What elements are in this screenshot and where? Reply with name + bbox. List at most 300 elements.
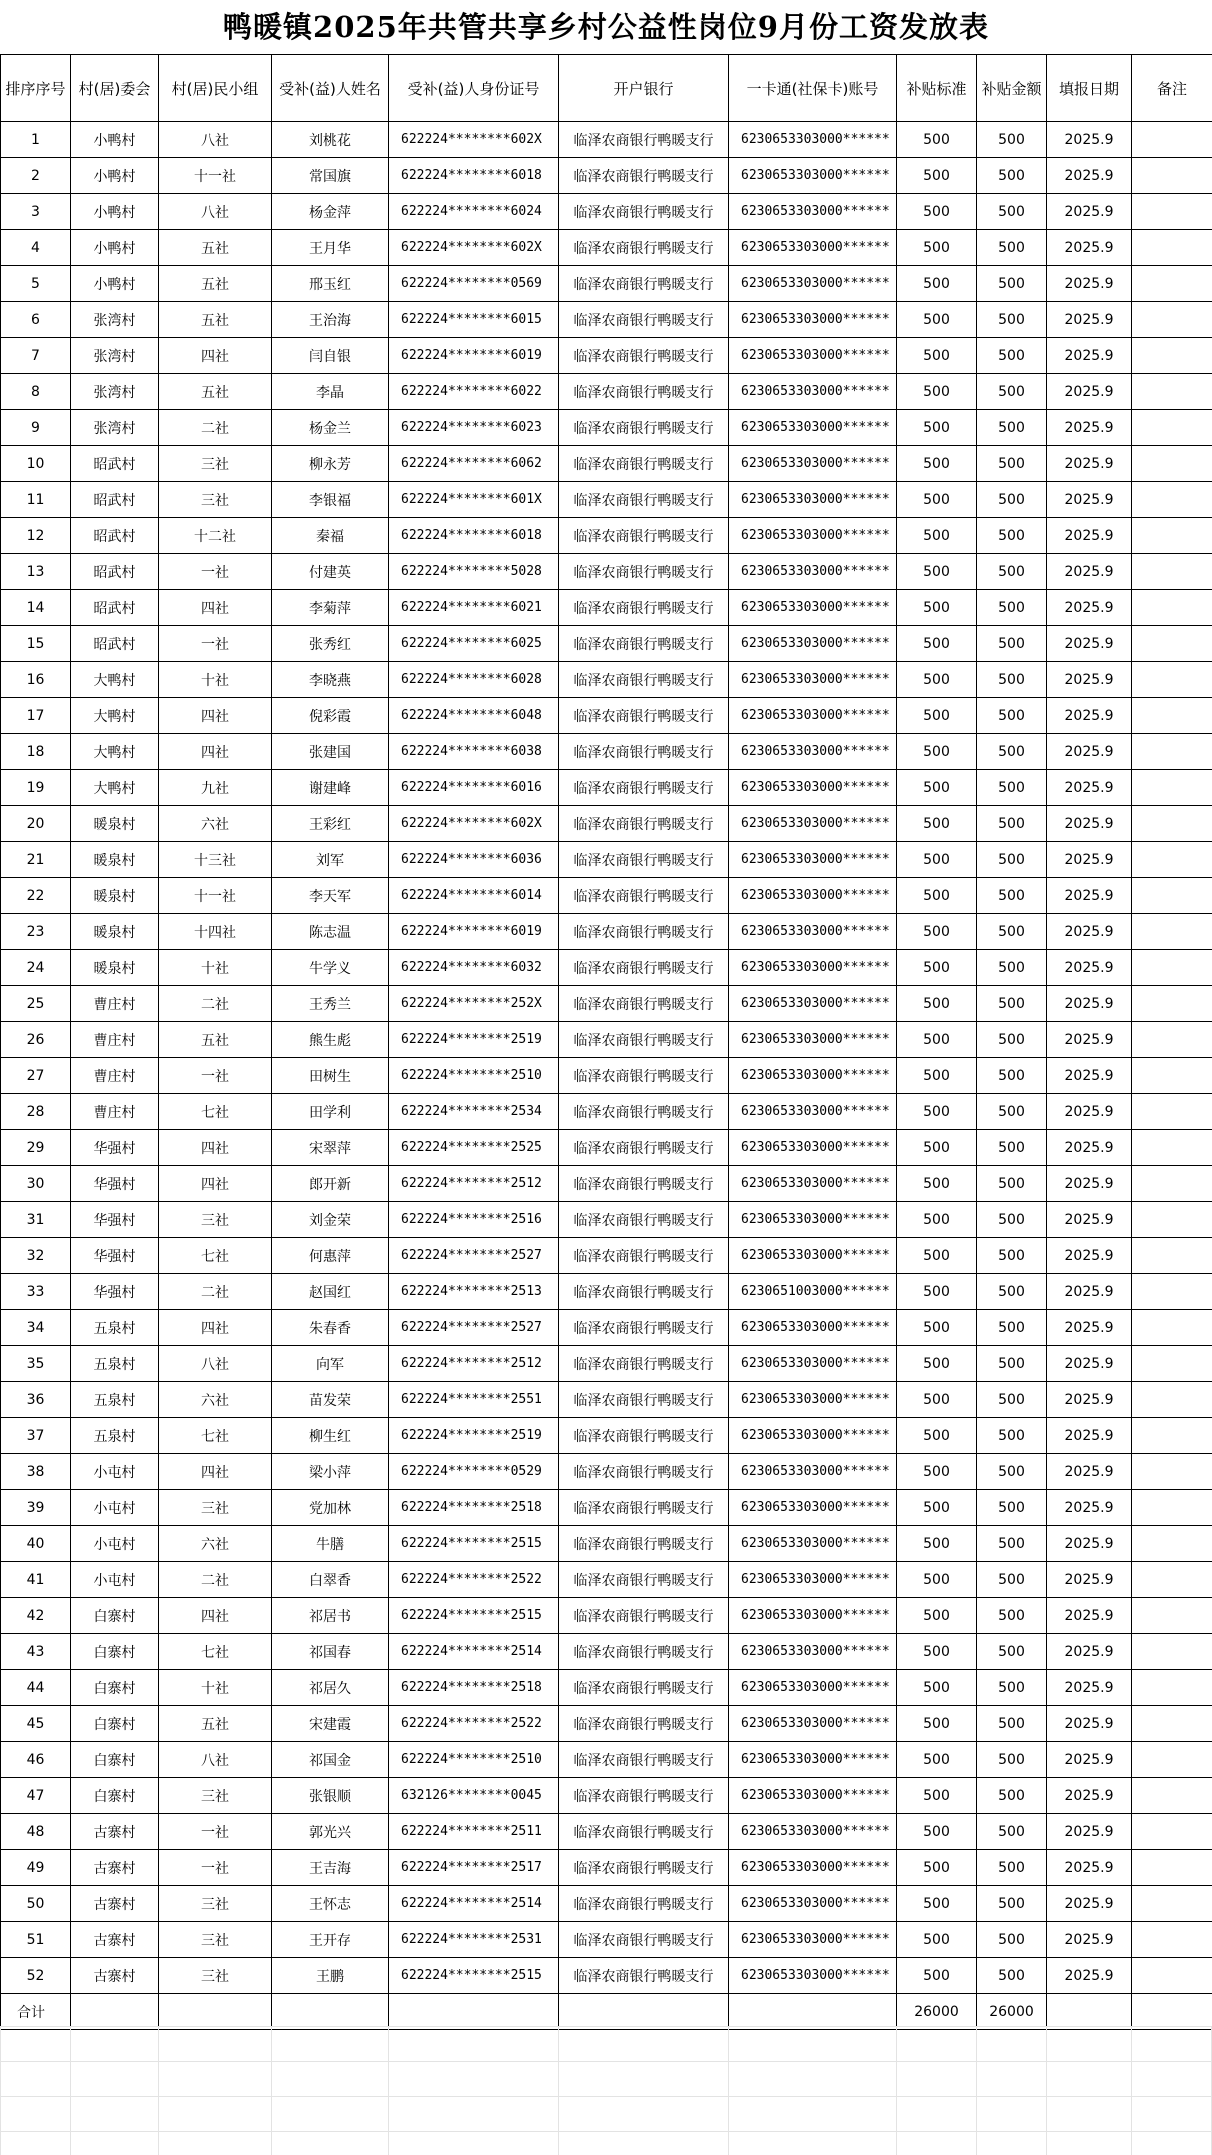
name-cell[interactable]: 李天军 <box>272 878 389 914</box>
bank-cell[interactable]: 临泽农商银行鸭暖支行 <box>559 986 729 1022</box>
committee-cell[interactable]: 五泉村 <box>71 1382 159 1418</box>
standard-cell[interactable]: 500 <box>897 1922 977 1958</box>
note-cell[interactable] <box>1132 1310 1212 1346</box>
group-cell[interactable]: 六社 <box>159 1382 272 1418</box>
standard-cell[interactable]: 500 <box>897 950 977 986</box>
name-cell[interactable]: 何惠萍 <box>272 1238 389 1274</box>
id-number-cell[interactable]: 622224********6015 <box>389 302 559 338</box>
standard-cell[interactable]: 500 <box>897 1202 977 1238</box>
bank-cell[interactable]: 临泽农商银行鸭暖支行 <box>559 950 729 986</box>
amount-cell[interactable]: 500 <box>977 374 1047 410</box>
name-cell[interactable]: 王彩红 <box>272 806 389 842</box>
name-cell[interactable]: 苗发荣 <box>272 1382 389 1418</box>
date-cell[interactable]: 2025.9 <box>1047 950 1132 986</box>
note-cell[interactable] <box>1132 1562 1212 1598</box>
group-cell[interactable]: 一社 <box>159 1058 272 1094</box>
bank-cell[interactable]: 临泽农商银行鸭暖支行 <box>559 410 729 446</box>
amount-cell[interactable]: 500 <box>977 1670 1047 1706</box>
name-cell[interactable]: 牛膳 <box>272 1526 389 1562</box>
seq-cell[interactable]: 49 <box>1 1850 71 1886</box>
bank-cell[interactable]: 临泽农商银行鸭暖支行 <box>559 518 729 554</box>
account-cell[interactable]: 6230653303000****** <box>729 1310 897 1346</box>
seq-cell[interactable]: 29 <box>1 1130 71 1166</box>
note-cell[interactable] <box>1132 266 1212 302</box>
date-cell[interactable]: 2025.9 <box>1047 1814 1132 1850</box>
id-number-cell[interactable]: 622224********2527 <box>389 1310 559 1346</box>
amount-cell[interactable]: 500 <box>977 1742 1047 1778</box>
seq-cell[interactable]: 19 <box>1 770 71 806</box>
standard-cell[interactable]: 500 <box>897 1562 977 1598</box>
name-cell[interactable]: 党加林 <box>272 1490 389 1526</box>
id-number-cell[interactable]: 622224********6032 <box>389 950 559 986</box>
seq-cell[interactable]: 46 <box>1 1742 71 1778</box>
id-number-cell[interactable]: 622224********2517 <box>389 1850 559 1886</box>
amount-cell[interactable]: 500 <box>977 878 1047 914</box>
bank-cell[interactable]: 临泽农商银行鸭暖支行 <box>559 122 729 158</box>
committee-cell[interactable]: 小鸭村 <box>71 158 159 194</box>
id-number-cell[interactable]: 622224********0569 <box>389 266 559 302</box>
committee-cell[interactable]: 小鸭村 <box>71 122 159 158</box>
id-number-cell[interactable]: 622224********2514 <box>389 1886 559 1922</box>
standard-cell[interactable]: 500 <box>897 626 977 662</box>
bank-cell[interactable]: 临泽农商银行鸭暖支行 <box>559 158 729 194</box>
account-cell[interactable]: 6230653303000****** <box>729 554 897 590</box>
committee-cell[interactable]: 小屯村 <box>71 1490 159 1526</box>
committee-cell[interactable]: 曹庄村 <box>71 1094 159 1130</box>
name-cell[interactable]: 柳生红 <box>272 1418 389 1454</box>
id-number-cell[interactable]: 622224********602X <box>389 122 559 158</box>
name-cell[interactable]: 郭光兴 <box>272 1814 389 1850</box>
seq-cell[interactable]: 37 <box>1 1418 71 1454</box>
table-cell[interactable] <box>559 1994 729 2030</box>
date-cell[interactable]: 2025.9 <box>1047 1346 1132 1382</box>
id-number-cell[interactable]: 622224********2522 <box>389 1562 559 1598</box>
note-cell[interactable] <box>1132 1022 1212 1058</box>
account-cell[interactable]: 6230653303000****** <box>729 1922 897 1958</box>
amount-cell[interactable]: 500 <box>977 1166 1047 1202</box>
note-cell[interactable] <box>1132 1238 1212 1274</box>
name-cell[interactable]: 祁居书 <box>272 1598 389 1634</box>
group-cell[interactable]: 一社 <box>159 554 272 590</box>
account-cell[interactable]: 6230653303000****** <box>729 1130 897 1166</box>
id-number-cell[interactable]: 622224********2511 <box>389 1814 559 1850</box>
committee-cell[interactable]: 古寨村 <box>71 1886 159 1922</box>
note-cell[interactable] <box>1132 518 1212 554</box>
note-cell[interactable] <box>1132 590 1212 626</box>
id-number-cell[interactable]: 622224********6038 <box>389 734 559 770</box>
account-cell[interactable]: 6230653303000****** <box>729 1778 897 1814</box>
note-cell[interactable] <box>1132 842 1212 878</box>
date-cell[interactable]: 2025.9 <box>1047 1058 1132 1094</box>
id-number-cell[interactable]: 622224********2515 <box>389 1598 559 1634</box>
seq-cell[interactable]: 51 <box>1 1922 71 1958</box>
committee-cell[interactable]: 曹庄村 <box>71 1058 159 1094</box>
group-cell[interactable]: 四社 <box>159 1598 272 1634</box>
note-cell[interactable] <box>1132 1058 1212 1094</box>
id-number-cell[interactable]: 622224********6028 <box>389 662 559 698</box>
committee-cell[interactable]: 大鸭村 <box>71 662 159 698</box>
standard-cell[interactable]: 500 <box>897 518 977 554</box>
seq-cell[interactable]: 18 <box>1 734 71 770</box>
id-number-cell[interactable]: 622224********602X <box>389 806 559 842</box>
date-cell[interactable]: 2025.9 <box>1047 122 1132 158</box>
note-cell[interactable] <box>1132 338 1212 374</box>
seq-cell[interactable]: 23 <box>1 914 71 950</box>
table-cell[interactable] <box>729 1994 897 2030</box>
group-cell[interactable]: 二社 <box>159 1562 272 1598</box>
name-cell[interactable]: 李晓燕 <box>272 662 389 698</box>
header-cell[interactable]: 受补(益)人身份证号 <box>389 55 559 122</box>
note-cell[interactable] <box>1132 1598 1212 1634</box>
name-cell[interactable]: 常国旗 <box>272 158 389 194</box>
standard-cell[interactable]: 500 <box>897 1310 977 1346</box>
group-cell[interactable]: 七社 <box>159 1418 272 1454</box>
note-cell[interactable] <box>1132 374 1212 410</box>
id-number-cell[interactable]: 622224********2515 <box>389 1526 559 1562</box>
account-cell[interactable]: 6230653303000****** <box>729 158 897 194</box>
account-cell[interactable]: 6230653303000****** <box>729 734 897 770</box>
amount-cell[interactable]: 500 <box>977 1022 1047 1058</box>
amount-cell[interactable]: 500 <box>977 1418 1047 1454</box>
account-cell[interactable]: 6230653303000****** <box>729 1382 897 1418</box>
account-cell[interactable]: 6230653303000****** <box>729 1670 897 1706</box>
seq-cell[interactable]: 47 <box>1 1778 71 1814</box>
note-cell[interactable] <box>1132 1922 1212 1958</box>
bank-cell[interactable]: 临泽农商银行鸭暖支行 <box>559 1382 729 1418</box>
committee-cell[interactable]: 大鸭村 <box>71 698 159 734</box>
standard-cell[interactable]: 500 <box>897 338 977 374</box>
id-number-cell[interactable]: 622224********6019 <box>389 338 559 374</box>
total-label[interactable]: 合计 <box>1 1994 71 2030</box>
seq-cell[interactable]: 22 <box>1 878 71 914</box>
name-cell[interactable]: 李晶 <box>272 374 389 410</box>
date-cell[interactable]: 2025.9 <box>1047 1526 1132 1562</box>
date-cell[interactable]: 2025.9 <box>1047 194 1132 230</box>
note-cell[interactable] <box>1132 806 1212 842</box>
group-cell[interactable]: 五社 <box>159 302 272 338</box>
group-cell[interactable]: 十一社 <box>159 878 272 914</box>
date-cell[interactable]: 2025.9 <box>1047 1598 1132 1634</box>
group-cell[interactable]: 十社 <box>159 950 272 986</box>
date-cell[interactable]: 2025.9 <box>1047 1094 1132 1130</box>
standard-cell[interactable]: 500 <box>897 986 977 1022</box>
committee-cell[interactable]: 暖泉村 <box>71 806 159 842</box>
committee-cell[interactable]: 白寨村 <box>71 1742 159 1778</box>
committee-cell[interactable]: 大鸭村 <box>71 770 159 806</box>
date-cell[interactable]: 2025.9 <box>1047 662 1132 698</box>
standard-cell[interactable]: 500 <box>897 194 977 230</box>
account-cell[interactable]: 6230653303000****** <box>729 1742 897 1778</box>
account-cell[interactable]: 6230653303000****** <box>729 626 897 662</box>
seq-cell[interactable]: 35 <box>1 1346 71 1382</box>
account-cell[interactable]: 6230653303000****** <box>729 518 897 554</box>
name-cell[interactable]: 田学利 <box>272 1094 389 1130</box>
date-cell[interactable]: 2025.9 <box>1047 1742 1132 1778</box>
date-cell[interactable]: 2025.9 <box>1047 1562 1132 1598</box>
group-cell[interactable]: 四社 <box>159 1130 272 1166</box>
note-cell[interactable] <box>1132 302 1212 338</box>
note-cell[interactable] <box>1132 122 1212 158</box>
account-cell[interactable]: 6230653303000****** <box>729 1418 897 1454</box>
committee-cell[interactable]: 曹庄村 <box>71 986 159 1022</box>
bank-cell[interactable]: 临泽农商银行鸭暖支行 <box>559 878 729 914</box>
account-cell[interactable]: 6230653303000****** <box>729 1166 897 1202</box>
amount-cell[interactable]: 500 <box>977 1886 1047 1922</box>
note-cell[interactable] <box>1132 1958 1212 1994</box>
header-cell[interactable]: 开户银行 <box>559 55 729 122</box>
id-number-cell[interactable]: 622224********6036 <box>389 842 559 878</box>
seq-cell[interactable]: 3 <box>1 194 71 230</box>
date-cell[interactable]: 2025.9 <box>1047 734 1132 770</box>
seq-cell[interactable]: 27 <box>1 1058 71 1094</box>
name-cell[interactable]: 宋翠萍 <box>272 1130 389 1166</box>
account-cell[interactable]: 6230653303000****** <box>729 698 897 734</box>
seq-cell[interactable]: 26 <box>1 1022 71 1058</box>
committee-cell[interactable]: 暖泉村 <box>71 950 159 986</box>
committee-cell[interactable]: 昭武村 <box>71 518 159 554</box>
standard-cell[interactable]: 500 <box>897 1814 977 1850</box>
account-cell[interactable]: 6230653303000****** <box>729 482 897 518</box>
date-cell[interactable]: 2025.9 <box>1047 230 1132 266</box>
bank-cell[interactable]: 临泽农商银行鸭暖支行 <box>559 1598 729 1634</box>
standard-cell[interactable]: 500 <box>897 1778 977 1814</box>
bank-cell[interactable]: 临泽农商银行鸭暖支行 <box>559 1562 729 1598</box>
bank-cell[interactable]: 临泽农商银行鸭暖支行 <box>559 626 729 662</box>
committee-cell[interactable]: 白寨村 <box>71 1634 159 1670</box>
amount-cell[interactable]: 500 <box>977 230 1047 266</box>
account-cell[interactable]: 6230653303000****** <box>729 986 897 1022</box>
date-cell[interactable]: 2025.9 <box>1047 1958 1132 1994</box>
amount-cell[interactable]: 500 <box>977 914 1047 950</box>
bank-cell[interactable]: 临泽农商银行鸭暖支行 <box>559 1238 729 1274</box>
amount-cell[interactable]: 500 <box>977 1346 1047 1382</box>
id-number-cell[interactable]: 622224********252X <box>389 986 559 1022</box>
amount-cell[interactable]: 500 <box>977 518 1047 554</box>
seq-cell[interactable]: 38 <box>1 1454 71 1490</box>
amount-cell[interactable]: 500 <box>977 1238 1047 1274</box>
amount-cell[interactable]: 500 <box>977 1130 1047 1166</box>
name-cell[interactable]: 王鹏 <box>272 1958 389 1994</box>
seq-cell[interactable]: 24 <box>1 950 71 986</box>
note-cell[interactable] <box>1132 1814 1212 1850</box>
bank-cell[interactable]: 临泽农商银行鸭暖支行 <box>559 698 729 734</box>
committee-cell[interactable]: 华强村 <box>71 1130 159 1166</box>
account-cell[interactable]: 6230651003000****** <box>729 1274 897 1310</box>
committee-cell[interactable]: 华强村 <box>71 1274 159 1310</box>
committee-cell[interactable]: 白寨村 <box>71 1778 159 1814</box>
group-cell[interactable]: 十社 <box>159 662 272 698</box>
date-cell[interactable]: 2025.9 <box>1047 554 1132 590</box>
date-cell[interactable]: 2025.9 <box>1047 1418 1132 1454</box>
seq-cell[interactable]: 6 <box>1 302 71 338</box>
note-cell[interactable] <box>1132 950 1212 986</box>
group-cell[interactable]: 六社 <box>159 1526 272 1562</box>
date-cell[interactable]: 2025.9 <box>1047 1310 1132 1346</box>
name-cell[interactable]: 杨金兰 <box>272 410 389 446</box>
date-cell[interactable]: 2025.9 <box>1047 842 1132 878</box>
name-cell[interactable]: 田树生 <box>272 1058 389 1094</box>
note-cell[interactable] <box>1132 1202 1212 1238</box>
date-cell[interactable]: 2025.9 <box>1047 626 1132 662</box>
standard-cell[interactable]: 500 <box>897 1742 977 1778</box>
committee-cell[interactable]: 华强村 <box>71 1166 159 1202</box>
header-cell[interactable]: 补贴标准 <box>897 55 977 122</box>
account-cell[interactable]: 6230653303000****** <box>729 1238 897 1274</box>
committee-cell[interactable]: 五泉村 <box>71 1346 159 1382</box>
bank-cell[interactable]: 临泽农商银行鸭暖支行 <box>559 734 729 770</box>
standard-cell[interactable]: 500 <box>897 1850 977 1886</box>
standard-cell[interactable]: 500 <box>897 158 977 194</box>
bank-cell[interactable]: 临泽农商银行鸭暖支行 <box>559 1202 729 1238</box>
account-cell[interactable]: 6230653303000****** <box>729 302 897 338</box>
id-number-cell[interactable]: 622224********6022 <box>389 374 559 410</box>
account-cell[interactable]: 6230653303000****** <box>729 1814 897 1850</box>
id-number-cell[interactable]: 622224********6021 <box>389 590 559 626</box>
seq-cell[interactable]: 41 <box>1 1562 71 1598</box>
amount-cell[interactable]: 500 <box>977 194 1047 230</box>
note-cell[interactable] <box>1132 914 1212 950</box>
seq-cell[interactable]: 50 <box>1 1886 71 1922</box>
seq-cell[interactable]: 34 <box>1 1310 71 1346</box>
committee-cell[interactable]: 小鸭村 <box>71 194 159 230</box>
id-number-cell[interactable]: 622224********6016 <box>389 770 559 806</box>
account-cell[interactable]: 6230653303000****** <box>729 806 897 842</box>
seq-cell[interactable]: 52 <box>1 1958 71 1994</box>
amount-cell[interactable]: 500 <box>977 1058 1047 1094</box>
date-cell[interactable]: 2025.9 <box>1047 878 1132 914</box>
standard-cell[interactable]: 500 <box>897 266 977 302</box>
note-cell[interactable] <box>1132 662 1212 698</box>
group-cell[interactable]: 七社 <box>159 1238 272 1274</box>
header-cell[interactable]: 填报日期 <box>1047 55 1132 122</box>
committee-cell[interactable]: 张湾村 <box>71 302 159 338</box>
id-number-cell[interactable]: 622224********2527 <box>389 1238 559 1274</box>
name-cell[interactable]: 李菊萍 <box>272 590 389 626</box>
bank-cell[interactable]: 临泽农商银行鸭暖支行 <box>559 1850 729 1886</box>
id-number-cell[interactable]: 622224********6048 <box>389 698 559 734</box>
amount-total[interactable]: 26000 <box>977 1994 1047 2030</box>
standard-cell[interactable]: 500 <box>897 554 977 590</box>
bank-cell[interactable]: 临泽农商银行鸭暖支行 <box>559 1454 729 1490</box>
amount-cell[interactable]: 500 <box>977 554 1047 590</box>
account-cell[interactable]: 6230653303000****** <box>729 338 897 374</box>
account-cell[interactable]: 6230653303000****** <box>729 950 897 986</box>
name-cell[interactable]: 朱春香 <box>272 1310 389 1346</box>
committee-cell[interactable]: 小鸭村 <box>71 266 159 302</box>
name-cell[interactable]: 祁国金 <box>272 1742 389 1778</box>
bank-cell[interactable]: 临泽农商银行鸭暖支行 <box>559 1130 729 1166</box>
bank-cell[interactable]: 临泽农商银行鸭暖支行 <box>559 482 729 518</box>
amount-cell[interactable]: 500 <box>977 1850 1047 1886</box>
bank-cell[interactable]: 临泽农商银行鸭暖支行 <box>559 1022 729 1058</box>
standard-total[interactable]: 26000 <box>897 1994 977 2030</box>
header-cell[interactable]: 一卡通(社保卡)账号 <box>729 55 897 122</box>
note-cell[interactable] <box>1132 1094 1212 1130</box>
name-cell[interactable]: 牛学义 <box>272 950 389 986</box>
note-cell[interactable] <box>1132 986 1212 1022</box>
date-cell[interactable]: 2025.9 <box>1047 338 1132 374</box>
date-cell[interactable]: 2025.9 <box>1047 806 1132 842</box>
name-cell[interactable]: 熊生彪 <box>272 1022 389 1058</box>
standard-cell[interactable]: 500 <box>897 410 977 446</box>
date-cell[interactable]: 2025.9 <box>1047 1886 1132 1922</box>
account-cell[interactable]: 6230653303000****** <box>729 1562 897 1598</box>
id-number-cell[interactable]: 622224********2516 <box>389 1202 559 1238</box>
id-number-cell[interactable]: 622224********2513 <box>389 1274 559 1310</box>
amount-cell[interactable]: 500 <box>977 1634 1047 1670</box>
seq-cell[interactable]: 5 <box>1 266 71 302</box>
group-cell[interactable]: 八社 <box>159 122 272 158</box>
amount-cell[interactable]: 500 <box>977 1562 1047 1598</box>
seq-cell[interactable]: 40 <box>1 1526 71 1562</box>
amount-cell[interactable]: 500 <box>977 1310 1047 1346</box>
group-cell[interactable]: 一社 <box>159 626 272 662</box>
id-number-cell[interactable]: 622224********6025 <box>389 626 559 662</box>
name-cell[interactable]: 王怀志 <box>272 1886 389 1922</box>
table-cell[interactable] <box>71 1994 159 2030</box>
note-cell[interactable] <box>1132 1346 1212 1382</box>
bank-cell[interactable]: 临泽农商银行鸭暖支行 <box>559 1526 729 1562</box>
account-cell[interactable]: 6230653303000****** <box>729 1958 897 1994</box>
name-cell[interactable]: 向军 <box>272 1346 389 1382</box>
amount-cell[interactable]: 500 <box>977 1490 1047 1526</box>
group-cell[interactable]: 五社 <box>159 1022 272 1058</box>
amount-cell[interactable]: 500 <box>977 1094 1047 1130</box>
name-cell[interactable]: 王月华 <box>272 230 389 266</box>
seq-cell[interactable]: 14 <box>1 590 71 626</box>
date-cell[interactable]: 2025.9 <box>1047 374 1132 410</box>
table-cell[interactable] <box>272 1994 389 2030</box>
note-cell[interactable] <box>1132 734 1212 770</box>
group-cell[interactable]: 七社 <box>159 1634 272 1670</box>
name-cell[interactable]: 杨金萍 <box>272 194 389 230</box>
seq-cell[interactable]: 4 <box>1 230 71 266</box>
account-cell[interactable]: 6230653303000****** <box>729 266 897 302</box>
id-number-cell[interactable]: 622224********6019 <box>389 914 559 950</box>
id-number-cell[interactable]: 622224********601X <box>389 482 559 518</box>
bank-cell[interactable]: 临泽农商银行鸭暖支行 <box>559 1094 729 1130</box>
note-cell[interactable] <box>1132 1886 1212 1922</box>
committee-cell[interactable]: 华强村 <box>71 1238 159 1274</box>
id-number-cell[interactable]: 622224********0529 <box>389 1454 559 1490</box>
note-cell[interactable] <box>1132 554 1212 590</box>
standard-cell[interactable]: 500 <box>897 374 977 410</box>
committee-cell[interactable]: 小鸭村 <box>71 230 159 266</box>
group-cell[interactable]: 八社 <box>159 1346 272 1382</box>
group-cell[interactable]: 五社 <box>159 374 272 410</box>
account-cell[interactable]: 6230653303000****** <box>729 1058 897 1094</box>
account-cell[interactable]: 6230653303000****** <box>729 1454 897 1490</box>
amount-cell[interactable]: 500 <box>977 770 1047 806</box>
amount-cell[interactable]: 500 <box>977 302 1047 338</box>
seq-cell[interactable]: 2 <box>1 158 71 194</box>
standard-cell[interactable]: 500 <box>897 590 977 626</box>
note-cell[interactable] <box>1132 1130 1212 1166</box>
seq-cell[interactable]: 17 <box>1 698 71 734</box>
bank-cell[interactable]: 临泽农商银行鸭暖支行 <box>559 770 729 806</box>
id-number-cell[interactable]: 622224********2514 <box>389 1634 559 1670</box>
standard-cell[interactable]: 500 <box>897 1382 977 1418</box>
header-cell[interactable]: 备注 <box>1132 55 1212 122</box>
seq-cell[interactable]: 32 <box>1 1238 71 1274</box>
account-cell[interactable]: 6230653303000****** <box>729 194 897 230</box>
seq-cell[interactable]: 25 <box>1 986 71 1022</box>
date-cell[interactable]: 2025.9 <box>1047 1238 1132 1274</box>
date-cell[interactable]: 2025.9 <box>1047 1634 1132 1670</box>
standard-cell[interactable]: 500 <box>897 1274 977 1310</box>
seq-cell[interactable]: 13 <box>1 554 71 590</box>
note-cell[interactable] <box>1132 1850 1212 1886</box>
